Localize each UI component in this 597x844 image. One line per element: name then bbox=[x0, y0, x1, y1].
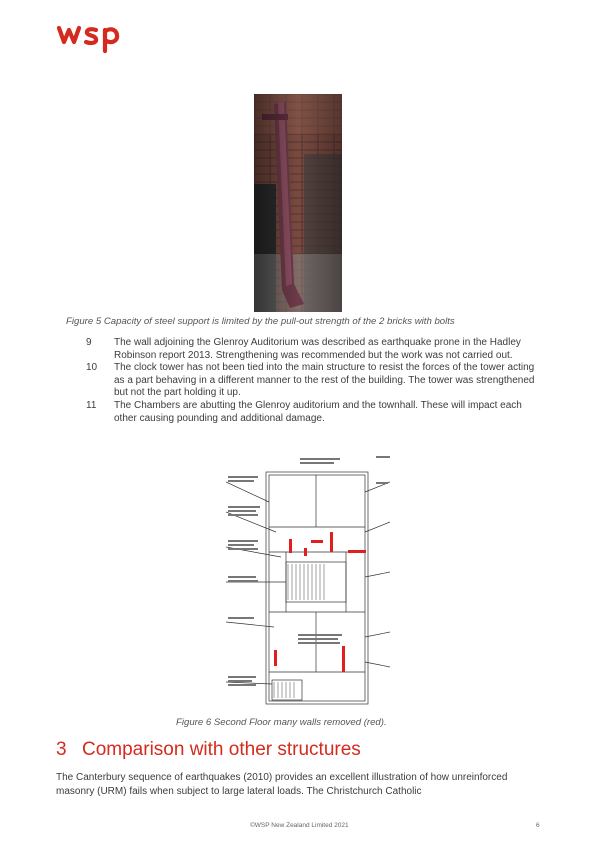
section-title: Comparison with other structures bbox=[82, 739, 361, 760]
list-item-number: 9 bbox=[86, 337, 92, 348]
list-item bbox=[86, 337, 546, 362]
figure-6-caption: Figure 6 Second Floor many walls removed (red). bbox=[176, 717, 387, 728]
wsp-logo bbox=[56, 20, 126, 54]
list-item bbox=[86, 362, 546, 400]
list-item bbox=[86, 400, 546, 425]
list-item-number: 11 bbox=[86, 399, 97, 411]
section-body-text: The Canterbury sequence of earthquakes (2010) provides an excellent illustration of how unreinforced masonry (URM) fails when subject to large lateral loads. The Christchurch Catholic bbox=[56, 772, 508, 797]
list-item-text: The Chambers are abutting the Glenroy auditorium and the townhall. These will impact each other causing pounding and additional damage. bbox=[114, 399, 522, 424]
figure-5-photo bbox=[254, 94, 342, 312]
list-item-number: 10 bbox=[86, 362, 98, 374]
section-number: 3 bbox=[56, 739, 67, 760]
footer-copyright: ©WSP New Zealand Limited 2021 bbox=[250, 822, 349, 829]
figure-5-caption: Figure 5 Capacity of steel support is limited by the pull-out strength of the 2 bricks with bolts bbox=[66, 316, 455, 327]
list-item-text: The wall adjoining the Glenroy Auditorium was described as earthquake prone in the Hadley Robinson report 2013. Strengthening was recommended but the work was not carried out. bbox=[114, 337, 521, 361]
figure-6-floor-plan bbox=[226, 452, 390, 710]
section-heading bbox=[56, 739, 361, 761]
page-number: 6 bbox=[536, 822, 540, 829]
list-item-text: The clock tower has not been tied into the main structure to resist the forces of the tower acting as a part behaving in a different manner to the rest of the building. The tower was strengthened but not the part holding it up. bbox=[114, 362, 535, 399]
numbered-list bbox=[86, 337, 546, 425]
